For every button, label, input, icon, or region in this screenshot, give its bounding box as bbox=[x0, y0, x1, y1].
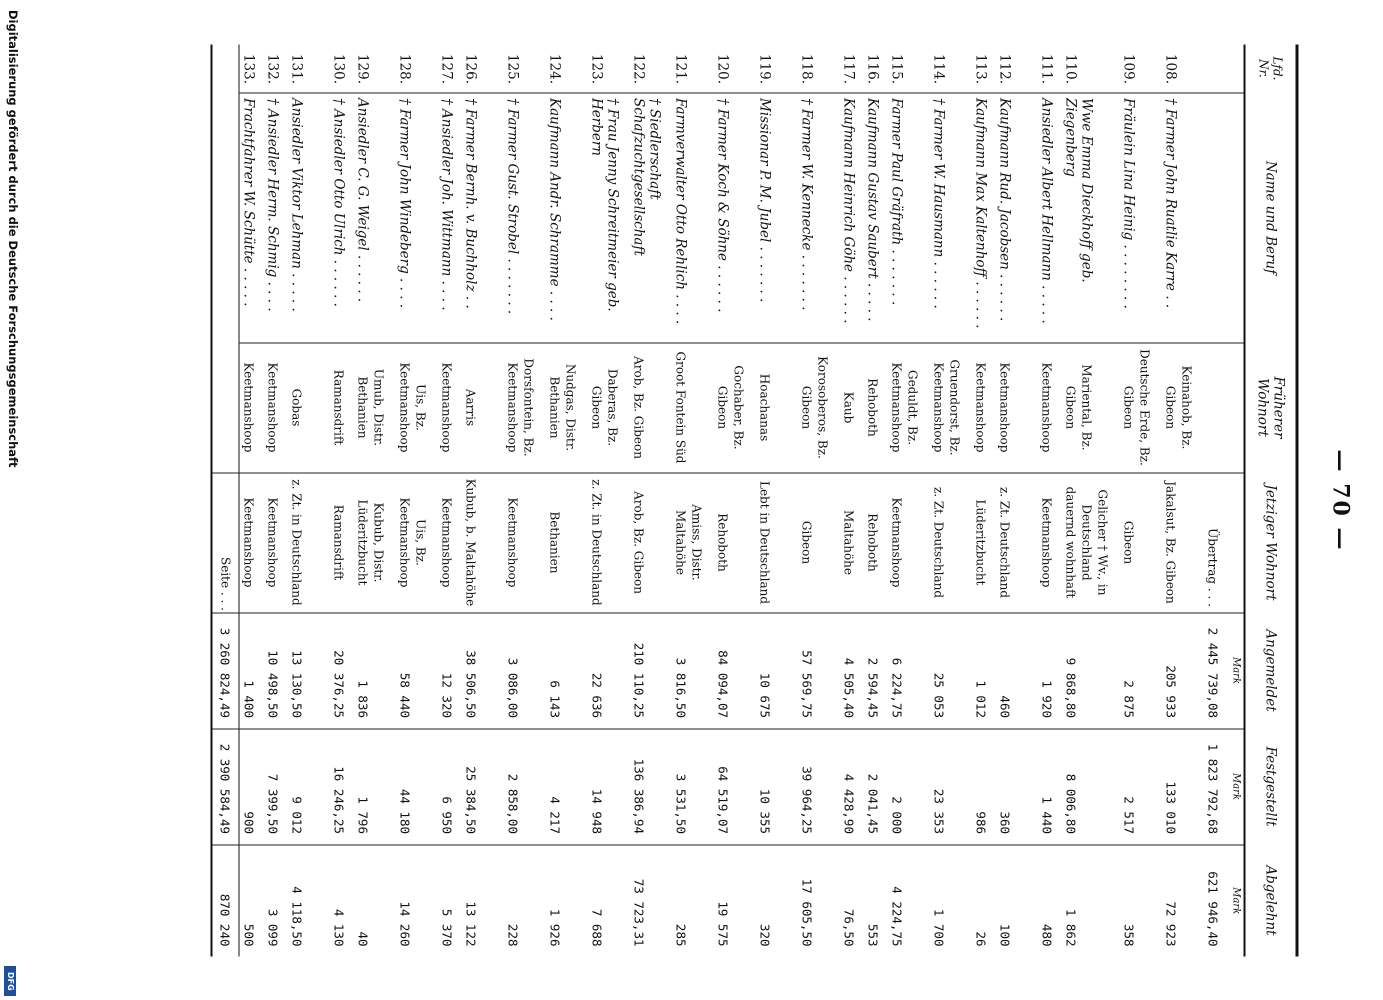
table-row bbox=[1119, 44, 1161, 956]
row-prev-residence: Kaub bbox=[839, 342, 863, 472]
row-assessed: 3 531,50 bbox=[671, 728, 713, 844]
row-declared: 38 506,50 bbox=[461, 612, 503, 728]
row-nr: 114. bbox=[930, 53, 946, 84]
row-rejected: 26 bbox=[971, 844, 995, 956]
row-prev-residence: Umub, Distr. Bethanien bbox=[353, 342, 395, 472]
row-declared: 205 933 bbox=[1161, 612, 1203, 728]
row-declared: 6 224,75 bbox=[887, 612, 929, 728]
row-nr: 121. bbox=[672, 53, 688, 84]
row-assessed: 360 bbox=[995, 728, 1037, 844]
header-assessed: Festgestellt bbox=[1244, 728, 1297, 844]
row-assessed: 7 399,50 bbox=[263, 728, 287, 844]
row-declared: 460 bbox=[995, 612, 1037, 728]
row-name: † Farmer John Windeberg . . . . bbox=[395, 92, 437, 342]
row-declared: 25 053 bbox=[929, 612, 971, 728]
row-assessed: 2 041,45 bbox=[863, 728, 887, 844]
row-name: Kaufmann Heinrich Göhe . . . . . . bbox=[839, 92, 863, 342]
row-nr: 132. bbox=[264, 53, 280, 84]
row-declared: 58 440 bbox=[395, 612, 437, 728]
row-declared: 9 868,80 bbox=[1061, 612, 1119, 728]
row-name: Ansiedler Albert Hellmann . . . . . bbox=[1037, 92, 1061, 342]
row-current-residence: Keetmanshoop bbox=[437, 472, 461, 612]
row-nr: 116. bbox=[864, 53, 880, 84]
row-assessed: 8 006,80 bbox=[1061, 728, 1119, 844]
total-assessed: 2 390 584,49 bbox=[211, 728, 239, 844]
row-current-residence: Rehoboth bbox=[713, 472, 755, 612]
row-assessed: 2 517 bbox=[1119, 728, 1161, 844]
header-nr: Lfd. Nr. bbox=[1244, 44, 1297, 92]
row-assessed: 6 950 bbox=[437, 728, 461, 844]
row-nr: 111. bbox=[1038, 53, 1054, 84]
row-nr: 128. bbox=[396, 53, 412, 84]
table-row bbox=[839, 44, 863, 956]
row-declared: 1 012 bbox=[971, 612, 995, 728]
row-declared: 3 086,00 bbox=[503, 612, 545, 728]
row-rejected: 500 bbox=[239, 844, 264, 956]
row-current-residence: Rehoboth bbox=[863, 472, 887, 612]
table-row bbox=[863, 44, 887, 956]
row-rejected: 480 bbox=[1037, 844, 1061, 956]
row-nr: 133. bbox=[240, 53, 256, 84]
row-nr: 131. bbox=[288, 53, 304, 84]
row-current-residence: Uis, Bz. Keetmanshoop bbox=[395, 472, 437, 612]
table-row bbox=[887, 44, 929, 956]
row-prev-residence: Gruendorst, Bz. Keetmanshoop bbox=[929, 342, 971, 472]
row-declared: 10 675 bbox=[755, 612, 797, 728]
row-rejected: 320 bbox=[755, 844, 797, 956]
row-nr: 125. bbox=[504, 53, 520, 84]
row-current-residence: Gibeon bbox=[1119, 472, 1161, 612]
row-nr: 122. bbox=[630, 53, 646, 84]
row-assessed: 2 858,00 bbox=[503, 728, 545, 844]
row-current-residence: Keetmanshoop bbox=[887, 472, 929, 612]
row-current-residence: Kubub, Distr. Lüderitzbucht bbox=[353, 472, 395, 612]
table-row bbox=[629, 44, 671, 956]
row-nr: 113. bbox=[972, 53, 988, 84]
row-nr: 117. bbox=[840, 53, 856, 84]
row-rejected: 358 bbox=[1119, 844, 1161, 956]
table-row bbox=[1161, 44, 1203, 956]
row-rejected: 4 118,50 bbox=[287, 844, 329, 956]
row-rejected: 17 605,50 bbox=[797, 844, 839, 956]
row-current-residence: Gelicher † Wv., in Deutschland dauernd wohnhaft bbox=[1061, 472, 1119, 612]
row-declared: 57 569,75 bbox=[797, 612, 839, 728]
row-current-residence: Bethanien bbox=[545, 472, 587, 612]
row-assessed: 2 000 bbox=[887, 728, 929, 844]
row-name: † Farmer W. Kennecke . . . . . . . bbox=[797, 92, 839, 342]
row-declared: 2 875 bbox=[1119, 612, 1161, 728]
total-declared: 3 260 824,49 bbox=[211, 612, 239, 728]
row-name: † Farmer Koch & Söhne . . . . . . bbox=[713, 92, 755, 342]
table-row bbox=[1037, 44, 1061, 956]
table-row bbox=[437, 44, 461, 956]
row-current-residence: Maltahöhe bbox=[839, 472, 863, 612]
row-declared: 210 110,25 bbox=[629, 612, 671, 728]
table-row bbox=[797, 44, 839, 956]
row-current-residence: Arob, Bz. Gibeon bbox=[629, 472, 671, 612]
total-rejected: 870 240 bbox=[211, 844, 239, 956]
table-row bbox=[587, 44, 629, 956]
row-declared: 12 320 bbox=[437, 612, 461, 728]
header-name: Name und Beruf bbox=[1244, 92, 1297, 342]
carryover-declared: 2 445 739,08 bbox=[1203, 612, 1227, 728]
row-name: Kaufmann Gustav Saubert . . . . . bbox=[863, 92, 887, 342]
row-declared: 22 636 bbox=[587, 612, 629, 728]
table-header-row bbox=[1244, 44, 1297, 956]
row-declared: 2 594,45 bbox=[863, 612, 887, 728]
row-name: Kaufmann Andr. Schramme . . . . bbox=[545, 92, 587, 342]
carryover-label: Übertrag . . . bbox=[1203, 472, 1227, 612]
table-row bbox=[545, 44, 587, 956]
table-row bbox=[671, 44, 713, 956]
table-row bbox=[287, 44, 329, 956]
table-row bbox=[971, 44, 995, 956]
carryover-rejected: 621 946,40 bbox=[1203, 844, 1227, 956]
unit-rejected: Mark bbox=[1227, 844, 1244, 956]
row-assessed: 900 bbox=[239, 728, 264, 844]
row-current-residence: z. Zt. in Deutschland bbox=[587, 472, 629, 612]
row-nr: 112. bbox=[996, 53, 1012, 84]
row-rejected: 1 862 bbox=[1061, 844, 1119, 956]
row-name: † Ansiedler Joh. Wittmann . . . . bbox=[437, 92, 461, 342]
row-nr: 126. bbox=[462, 53, 478, 84]
row-prev-residence: Hoachanas bbox=[755, 342, 797, 472]
row-rejected: 7 688 bbox=[587, 844, 629, 956]
row-rejected: 76,50 bbox=[839, 844, 863, 956]
row-name: Ansiedler Viktor Lehman . . . . . bbox=[287, 92, 329, 342]
header-current-residence: Jetziger Wohnort bbox=[1244, 472, 1297, 612]
row-rejected: 3 099 bbox=[263, 844, 287, 956]
row-current-residence: Keetmanshoop bbox=[1037, 472, 1061, 612]
row-prev-residence: Gochaber, Bz. Gibeon bbox=[713, 342, 755, 472]
table-row bbox=[263, 44, 287, 956]
row-prev-residence: Rehoboth bbox=[863, 342, 887, 472]
row-prev-residence: Uis, Bz. Keetmanshoop bbox=[395, 342, 437, 472]
row-nr: 123. bbox=[588, 53, 604, 84]
row-declared: 84 094,07 bbox=[713, 612, 755, 728]
row-name: † Farmer Gust. Strobel . . . . . . . bbox=[503, 92, 545, 342]
row-rejected: 13 122 bbox=[461, 844, 503, 956]
row-rejected: 1 700 bbox=[929, 844, 971, 956]
row-rejected: 553 bbox=[863, 844, 887, 956]
unit-declared: Mark bbox=[1227, 612, 1244, 728]
row-declared: 10 498,50 bbox=[263, 612, 287, 728]
row-nr: 115. bbox=[888, 53, 904, 84]
header-prev-residence: Früherer Wohnort bbox=[1244, 342, 1297, 472]
table-row bbox=[503, 44, 545, 956]
row-name: † Siedlerschaft Schafzuchtgesellschaft bbox=[629, 92, 671, 342]
row-rejected: 1 926 bbox=[545, 844, 587, 956]
dfg-logo: DFG bbox=[4, 966, 16, 996]
row-assessed: 4 428,90 bbox=[839, 728, 863, 844]
row-current-residence: z. Zt. in Deutschland bbox=[287, 472, 329, 612]
table-row bbox=[1061, 44, 1119, 956]
row-prev-residence: Nudgas, Distr. Bethanien bbox=[545, 342, 587, 472]
row-name: Farmverwalter Otto Rehlich . . . . bbox=[671, 92, 713, 342]
row-rejected: 100 bbox=[995, 844, 1037, 956]
row-prev-residence: Mariental, Bz. Gibeon bbox=[1061, 342, 1119, 472]
header-declared: Angemeldet bbox=[1244, 612, 1297, 728]
row-current-residence: Gibeon bbox=[797, 472, 839, 612]
row-name: Kaufmann Max Kaltenhoff . . . . . . bbox=[971, 92, 995, 342]
row-name: Kaufmann Rud. Jacobsen . . . . . . bbox=[995, 92, 1037, 342]
row-assessed: 39 964,25 bbox=[797, 728, 839, 844]
page-number: — 70 — bbox=[1327, 449, 1353, 551]
row-name: Farmer Paul Gräfrath . . . . . . . bbox=[887, 92, 929, 342]
row-prev-residence: Groot Fontein Süd bbox=[671, 342, 713, 472]
row-name: † Ansiedler Otto Ulrich . . . . . . bbox=[329, 92, 353, 342]
row-nr: 110. bbox=[1062, 53, 1078, 84]
row-name: Fräulein Lina Heinig . . . . . . . . bbox=[1119, 92, 1161, 342]
row-current-residence: z. Zt. Deutschland bbox=[929, 472, 971, 612]
row-name: † Farmer John Ruatlie Karre . . bbox=[1161, 92, 1203, 342]
carryover-assessed: 1 823 792,68 bbox=[1203, 728, 1227, 844]
row-assessed: 23 353 bbox=[929, 728, 971, 844]
row-prev-residence: Ramansdrift bbox=[329, 342, 353, 472]
total-row bbox=[211, 44, 239, 956]
row-rejected: 19 575 bbox=[713, 844, 755, 956]
sidebar-credit-text: Digitalisierung gefördert durch die Deutsche Forschungsgemeinschaft bbox=[6, 10, 20, 468]
row-assessed: 1 440 bbox=[1037, 728, 1061, 844]
row-assessed: 4 217 bbox=[545, 728, 587, 844]
row-prev-residence: Keetmanshoop bbox=[995, 342, 1037, 472]
row-assessed: 16 246,25 bbox=[329, 728, 353, 844]
row-prev-residence: Keetmanshoop bbox=[1037, 342, 1061, 472]
row-prev-residence: Keetmanshoop bbox=[437, 342, 461, 472]
table-row bbox=[395, 44, 437, 956]
row-rejected: 285 bbox=[671, 844, 713, 956]
row-nr: 120. bbox=[714, 53, 730, 84]
row-rejected: 73 723,31 bbox=[629, 844, 671, 956]
table-row bbox=[353, 44, 395, 956]
row-declared: 4 505,40 bbox=[839, 612, 863, 728]
row-name: Wwe Emma Dieckhoff geb. Ziegenberg bbox=[1061, 92, 1119, 342]
row-nr: 130. bbox=[330, 53, 346, 84]
row-nr: 127. bbox=[438, 53, 454, 84]
row-nr: 118. bbox=[798, 53, 814, 84]
row-assessed: 14 948 bbox=[587, 728, 629, 844]
row-assessed: 64 519,07 bbox=[713, 728, 755, 844]
row-name: Ansiedler C. G. Weigel . . . . . . bbox=[353, 92, 395, 342]
row-name: Frachtfahrer W. Schütte . . . . . bbox=[239, 92, 264, 342]
table-row bbox=[995, 44, 1037, 956]
row-nr: 129. bbox=[354, 53, 370, 84]
row-nr: 109. bbox=[1120, 53, 1136, 84]
row-current-residence: Amiss, Distr. Maltahöhe bbox=[671, 472, 713, 612]
unit-assessed: Mark bbox=[1227, 728, 1244, 844]
row-name: † Frau Jenny Schreitmeier geb. Herbern bbox=[587, 92, 629, 342]
row-nr: 108. bbox=[1162, 53, 1178, 84]
row-rejected: 4 224,75 bbox=[887, 844, 929, 956]
row-prev-residence: Keinahob, Bz. Gibeon bbox=[1161, 342, 1203, 472]
row-prev-residence: Keetmanshoop bbox=[971, 342, 995, 472]
row-name: † Ansiedler Herm. Schmig . . . . bbox=[263, 92, 287, 342]
row-assessed: 136 386,94 bbox=[629, 728, 671, 844]
row-prev-residence: Arob, Bz. Gibeon bbox=[629, 342, 671, 472]
carryover-row bbox=[1203, 44, 1227, 956]
row-current-residence: Keetmanshoop bbox=[263, 472, 287, 612]
units-row bbox=[1227, 44, 1244, 956]
row-declared: 1 400 bbox=[239, 612, 264, 728]
row-current-residence: Ramansdrift bbox=[329, 472, 353, 612]
row-assessed: 986 bbox=[971, 728, 995, 844]
row-current-residence: Jakalsut, Bz. Gibeon bbox=[1161, 472, 1203, 612]
row-prev-residence: Korosoberos, Bz. Gibeon bbox=[797, 342, 839, 472]
row-current-residence: Keetmanshoop bbox=[503, 472, 545, 612]
row-assessed: 1 796 bbox=[353, 728, 395, 844]
row-prev-residence: Daberas, Bz. Gibeon bbox=[587, 342, 629, 472]
row-rejected: 4 130 bbox=[329, 844, 353, 956]
row-rejected: 72 923 bbox=[1161, 844, 1203, 956]
header-rejected: Abgelehnt bbox=[1244, 844, 1297, 956]
row-assessed: 133 010 bbox=[1161, 728, 1203, 844]
row-current-residence: Lüderitzbucht bbox=[971, 472, 995, 612]
claims-table bbox=[210, 44, 1298, 956]
row-declared: 1 836 bbox=[353, 612, 395, 728]
row-current-residence: Keetmanshoop bbox=[239, 472, 264, 612]
row-name: † Farmer Bernh. v. Buchholz . . bbox=[461, 92, 503, 342]
row-declared: 6 143 bbox=[545, 612, 587, 728]
row-assessed: 10 355 bbox=[755, 728, 797, 844]
row-name: Missionar P. M. Jubel . . . . . . . bbox=[755, 92, 797, 342]
row-declared: 20 376,25 bbox=[329, 612, 353, 728]
total-label: Seite . . . bbox=[211, 472, 239, 612]
row-declared: 3 816,50 bbox=[671, 612, 713, 728]
row-declared: 13 130,50 bbox=[287, 612, 329, 728]
row-assessed: 9 012 bbox=[287, 728, 329, 844]
table-body bbox=[239, 44, 1245, 956]
row-prev-residence: Keetmanshoop bbox=[239, 342, 264, 472]
row-prev-residence: Aarris bbox=[461, 342, 503, 472]
row-nr: 119. bbox=[756, 53, 772, 84]
table-row bbox=[461, 44, 503, 956]
row-prev-residence: Keetmanshoop bbox=[263, 342, 287, 472]
row-assessed: 44 180 bbox=[395, 728, 437, 844]
row-prev-residence: Dorsfontein, Bz. Keetmanshoop bbox=[503, 342, 545, 472]
row-prev-residence: Gobas bbox=[287, 342, 329, 472]
row-rejected: 14 260 bbox=[395, 844, 437, 956]
row-nr: 124. bbox=[546, 53, 562, 84]
row-rejected: 5 370 bbox=[437, 844, 461, 956]
row-declared: 1 920 bbox=[1037, 612, 1061, 728]
table-row bbox=[929, 44, 971, 956]
table-row bbox=[713, 44, 755, 956]
row-assessed: 25 384,50 bbox=[461, 728, 503, 844]
table-row bbox=[755, 44, 797, 956]
row-current-residence: Kubub, b. Maltahöhe bbox=[461, 472, 503, 612]
row-name: † Farmer W. Hausmann . . . . . . bbox=[929, 92, 971, 342]
row-prev-residence: Deutsche Erde, Bz. Gibeon bbox=[1119, 342, 1161, 472]
table-row bbox=[329, 44, 353, 956]
row-rejected: 40 bbox=[353, 844, 395, 956]
row-current-residence: Lebt in Deutschland bbox=[755, 472, 797, 612]
row-prev-residence: Geduldt, Bz. Keetmanshoop bbox=[887, 342, 929, 472]
row-current-residence: z. Zt. Deutschland bbox=[995, 472, 1037, 612]
row-rejected: 228 bbox=[503, 844, 545, 956]
table-row bbox=[239, 44, 264, 956]
